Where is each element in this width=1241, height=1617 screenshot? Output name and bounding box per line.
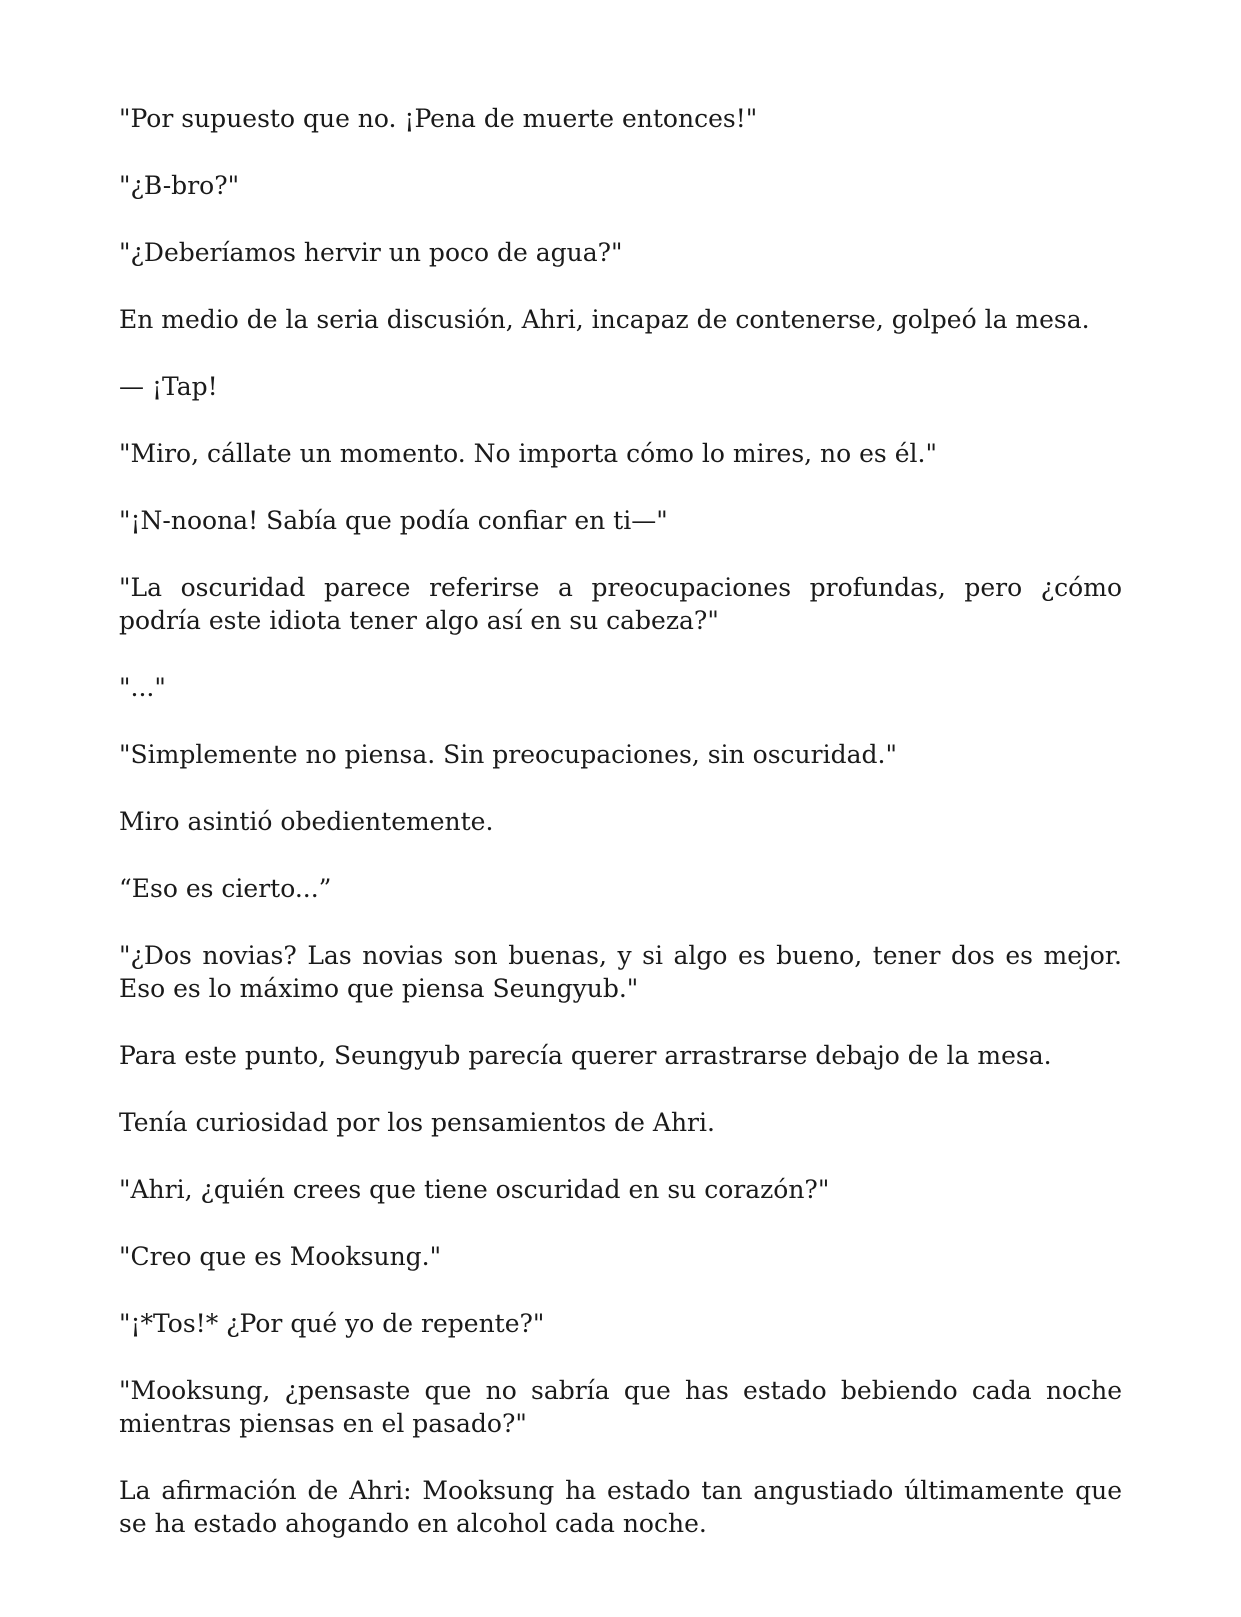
paragraph-5: — ¡Tap! [119, 372, 218, 401]
paragraph-6: "Miro, cállate un momento. No importa cómo lo mires, no es él." [119, 439, 937, 468]
paragraph-3: "¿Deberíamos hervir un poco de agua?" [119, 238, 623, 267]
paragraph-19: "Mooksung, ¿pensaste que no sabría que has estado bebiendo cada noche mientras piensas en el pasado?" [119, 1376, 1122, 1438]
document-page [119, 102, 1122, 1540]
paragraph-4: En medio de la seria discusión, Ahri, incapaz de contenerse, golpeó la mesa. [119, 305, 1090, 334]
paragraph-15: Tenía curiosidad por los pensamientos de Ahri. [119, 1108, 715, 1137]
paragraph-14: Para este punto, Seungyub parecía querer arrastrarse debajo de la mesa. [119, 1041, 1052, 1070]
paragraph-9: "..." [119, 673, 166, 702]
paragraph-7: "¡N-noona! Sabía que podía confiar en ti—" [119, 506, 668, 535]
paragraph-12: “Eso es cierto...” [119, 874, 332, 903]
paragraph-16: "Ahri, ¿quién crees que tiene oscuridad en su corazón?" [119, 1175, 830, 1204]
paragraph-10: "Simplemente no piensa. Sin preocupaciones, sin oscuridad." [119, 740, 897, 769]
paragraph-1: "Por supuesto que no. ¡Pena de muerte entonces!" [119, 104, 758, 133]
paragraph-17: "Creo que es Mooksung." [119, 1242, 442, 1271]
paragraph-8: "La oscuridad parece referirse a preocupaciones profundas, pero ¿cómo podría este idiota tener algo así en su cabeza?" [119, 573, 1122, 635]
paragraph-2: "¿B-bro?" [119, 171, 240, 200]
paragraph-20: La afirmación de Ahri: Mooksung ha estado tan angustiado últimamente que se ha estado ahogando en alcohol cada noche. [119, 1476, 1122, 1538]
paragraph-13: "¿Dos novias? Las novias son buenas, y si algo es bueno, tener dos es mejor. Eso es lo máximo que piensa Seungyub." [119, 941, 1122, 1003]
paragraph-18: "¡*Tos!* ¿Por qué yo de repente?" [119, 1309, 545, 1338]
paragraph-11: Miro asintió obedientemente. [119, 807, 494, 836]
